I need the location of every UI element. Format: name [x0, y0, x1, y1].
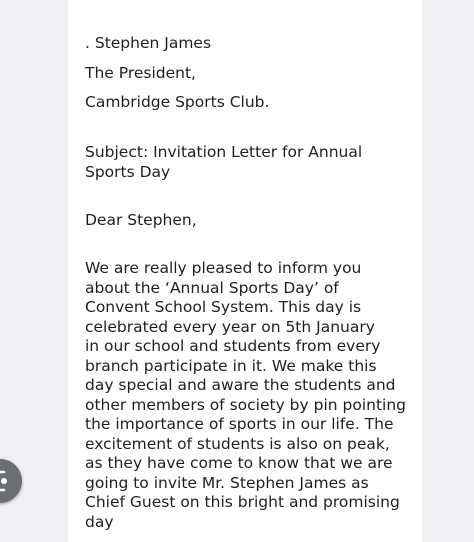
letter-salutation: Dear Stephen, — [85, 211, 197, 229]
lens-icon — [0, 470, 11, 492]
letter-subject: Subject: Invitation Letter for Annual Sports Day — [85, 143, 363, 181]
recipient-title: The President, — [85, 64, 196, 82]
right-margin — [422, 0, 474, 542]
recipient-organization: Cambridge Sports Club. — [85, 93, 270, 111]
letter-body: We are really pleased to inform you about the ‘Annual Sports Day’ of Convent School System. This day is celebrated every year on 5th January in our school and students from every branch participate in it. We make this day special and aware the students and other members of society by pin pointing the importance of sports in our life. The excitement of students is also on peak, as they have come to know that we are going to invite Mr. Stephen James as Chief Guest on this bright and promising day — [85, 259, 407, 531]
recipient-name: . Stephen James — [85, 34, 212, 52]
